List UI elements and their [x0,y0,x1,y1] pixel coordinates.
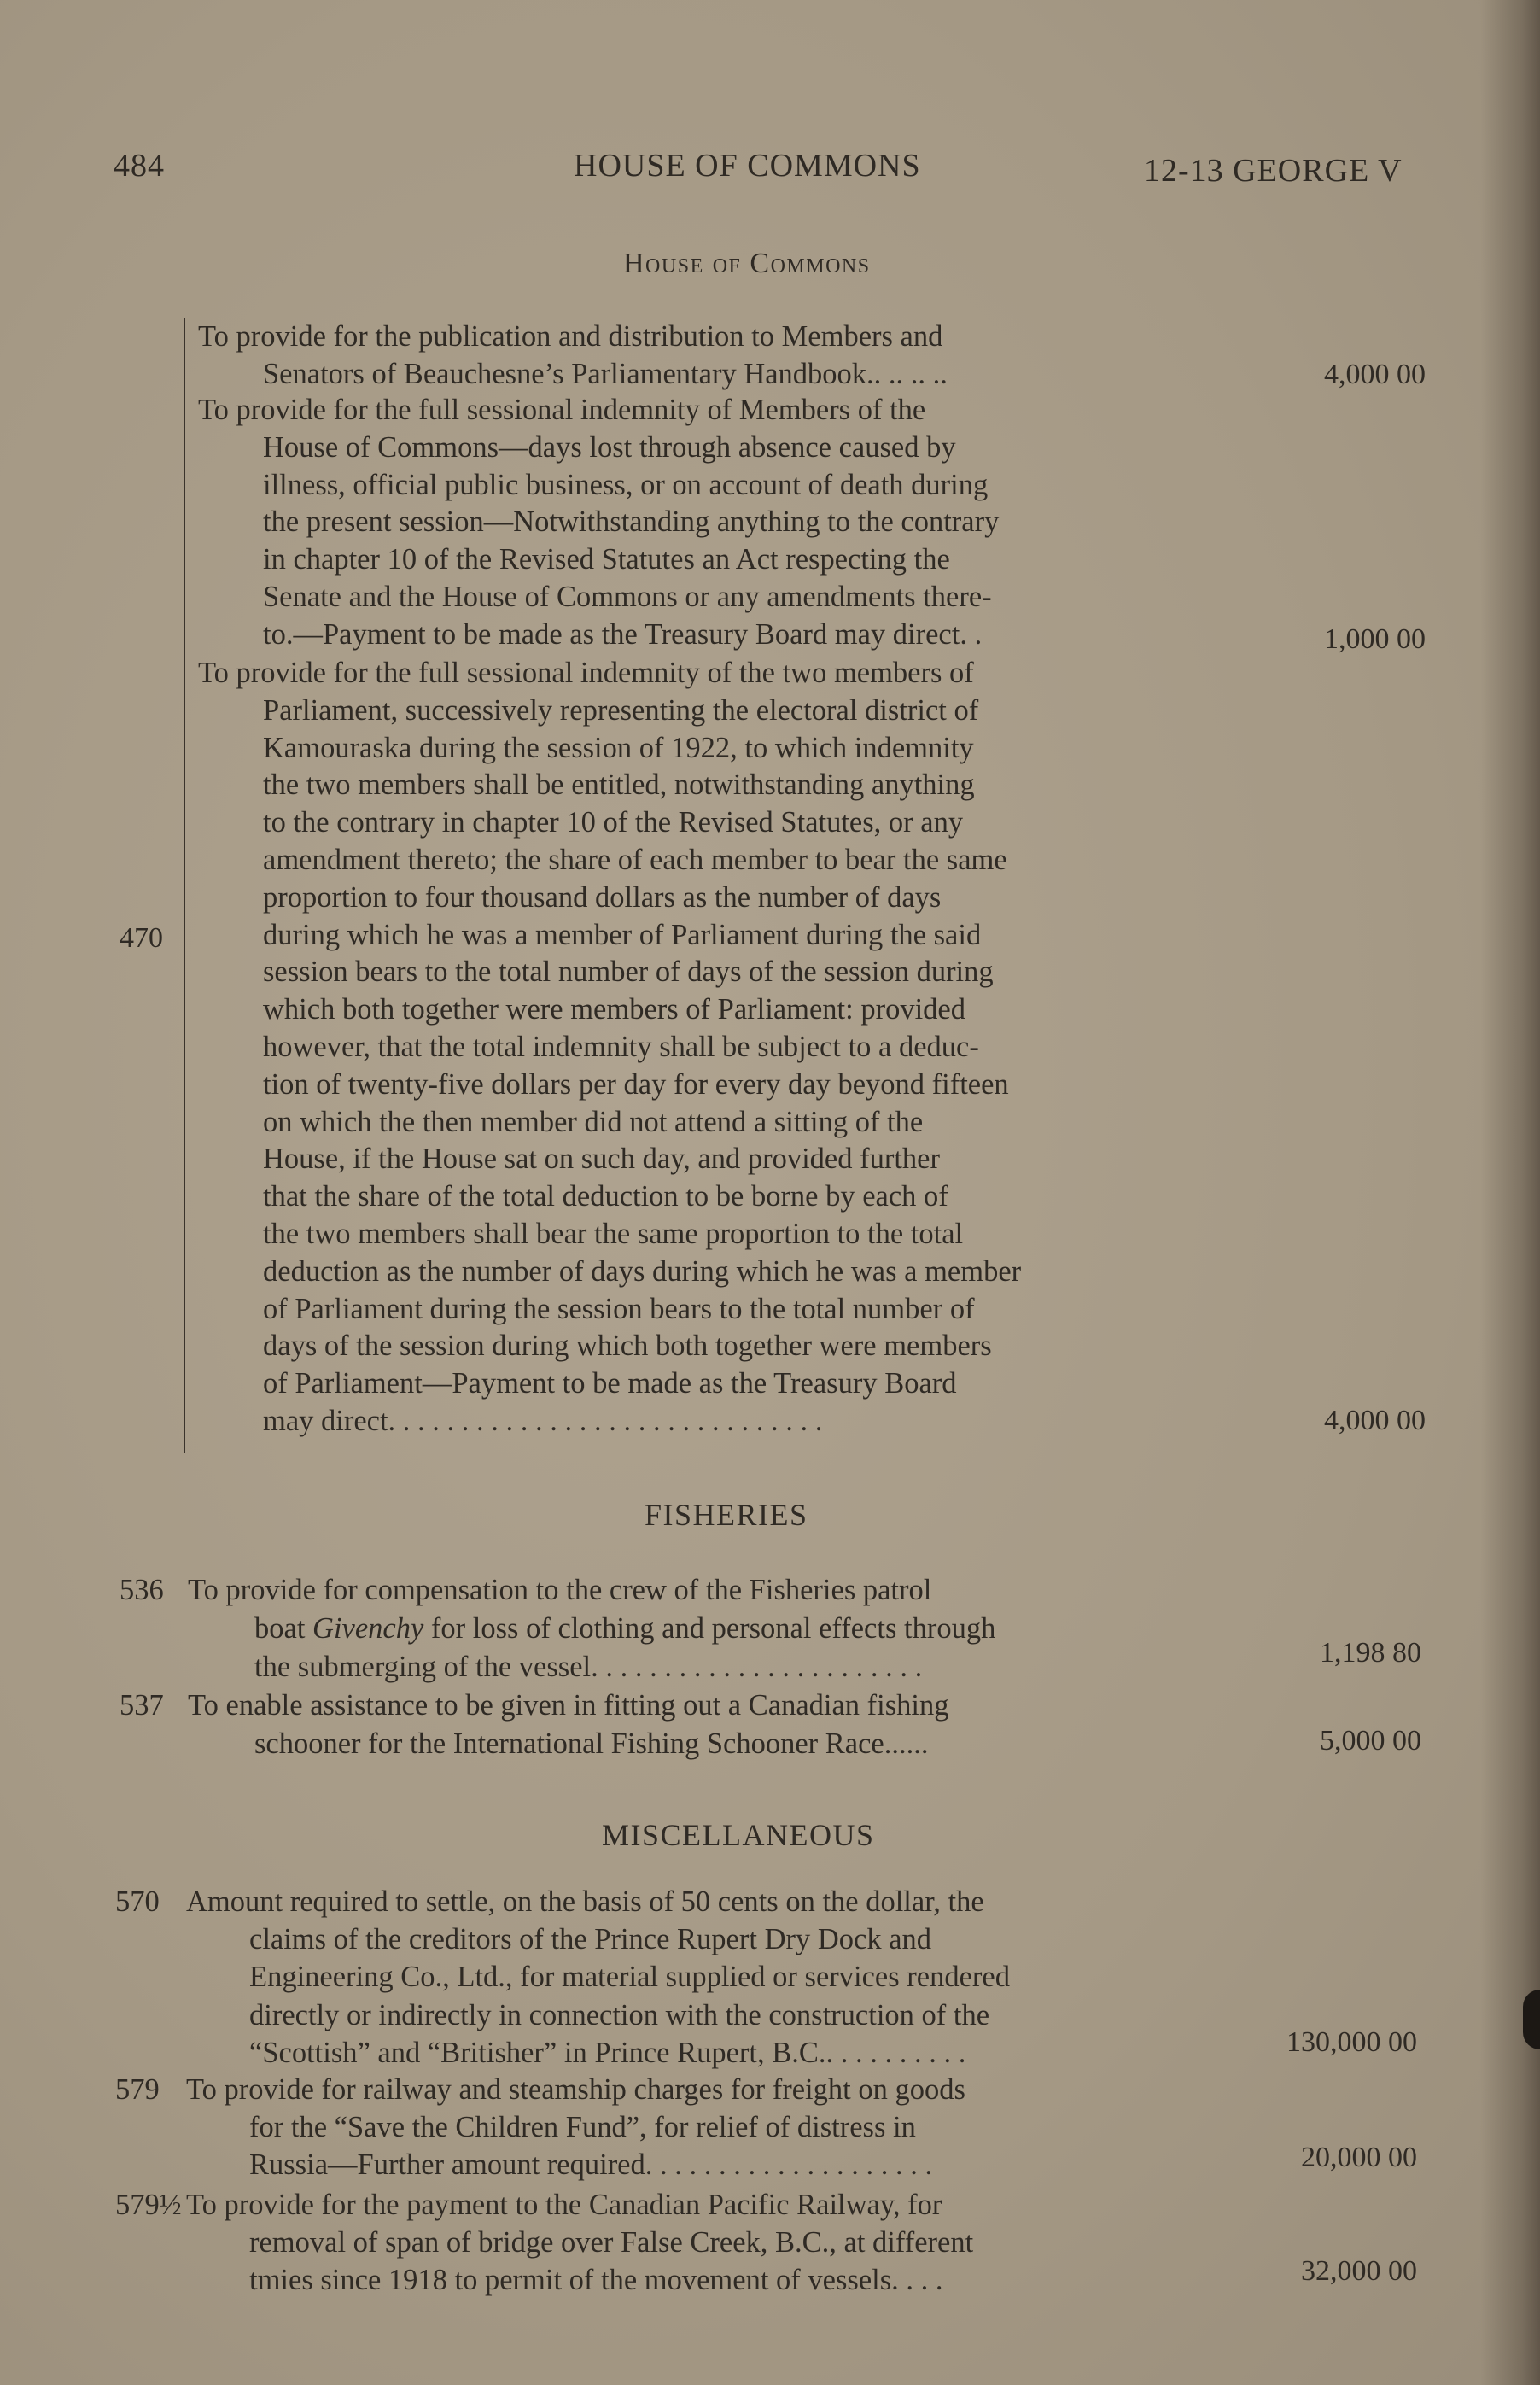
running-title: HOUSE OF COMMONS [574,148,921,184]
session-label: 12-13 GEORGE V [1144,153,1403,189]
item-text-line: Engineering Co., Ltd., for material supplied or services rendered [249,1961,1010,1994]
item-text-line: of Parliament—Payment to be made as the Treasury Board [263,1367,957,1400]
item-text-line: To provide for compensation to the crew of the Fisheries patrol [188,1574,932,1606]
item-text-line: deduction as the number of days during which he was a member [263,1254,1022,1288]
section-title-house: House of Commons [623,248,871,279]
item-text-line: tmies since 1918 to permit of the movement of vessels. . . . [249,2264,943,2297]
item-number: 579½ [115,2189,182,2221]
vote-number-470: 470 [120,922,163,954]
item-text-line: during which he was a member of Parliament during the said [263,918,982,951]
item-amount: 130,000 00 [1286,2026,1417,2058]
item-text-line: the present session—Notwithstanding anything to the contrary [263,506,1000,539]
item-text-line: House of Commons—days lost through absence caused by [263,430,956,464]
item-amount: 5,000 00 [1320,1725,1421,1757]
item-text-line: Parliament, successively representing the electoral district of [263,693,979,727]
item-text-line: to the contrary in chapter 10 of the Revised Statutes, or any [263,806,964,839]
item-text-line: removal of span of bridge over False Creek, B.C., at different [249,2226,974,2259]
item-amount: 1,198 80 [1320,1637,1421,1669]
item-text-line: To provide for the publication and distribution to Members and [198,320,943,353]
item-amount: 32,000 00 [1301,2255,1417,2287]
section-title-miscellaneous: MISCELLANEOUS [602,1818,875,1852]
item-amount: 20,000 00 [1301,2142,1417,2173]
item-text-line: To provide for the full sessional indemnity of Members of the [198,394,926,426]
item-text-line: Amount required to settle, on the basis of 50 cents on the dollar, the [186,1885,984,1918]
item-text-line: for the “Save the Children Fund”, for relief of distress in [249,2111,916,2144]
item-text-line: of Parliament during the session bears to the total number of [263,1292,975,1325]
binding-clip [1523,1990,1540,2049]
item-text-line: the submerging of the vessel. . . . . . . . . . . . . . . . . . . . . . . [254,1651,923,1683]
item-text-line: days of the session during which both together were members [263,1330,992,1363]
item-text-line: amendment thereto; the share of each member to bear the same [263,844,1007,876]
item-text-line: claims of the creditors of the Prince Rupert Dry Dock and [249,1923,932,1956]
item-text-line: Russia—Further amount required. . . . . . . . . . . . . . . . . . . . [249,2148,933,2182]
item-text-line: session bears to the total number of days of the session during [263,956,994,989]
item-amount: 1,000 00 [1324,623,1426,655]
item-amount: 4,000 00 [1324,1405,1426,1436]
item-text-line: to.—Payment to be made as the Treasury Board may direct. . [263,617,983,651]
item-text-line: that the share of the total deduction to be borne by each of [263,1180,948,1213]
text-run: boat [254,1612,313,1645]
item-number: 537 [120,1689,164,1722]
vessel-name: Givenchy [312,1612,424,1645]
item-number: 579 [115,2073,160,2106]
item-text-line: To enable assistance to be given in fitting out a Canadian fishing [188,1689,949,1722]
item-text-line: may direct. . . . . . . . . . . . . . . . . . . . . . . . . . . . . . [263,1405,823,1437]
item-text-line: directly or indirectly in connection with the construction of the [249,1998,990,2031]
item-text-line: To provide for the full sessional indemnity of the two members of [198,657,974,689]
item-text-line: illness, official public business, or on account of death during [263,468,989,501]
item-text-line: Senate and the House of Commons or any amendments there- [263,581,992,613]
section-title-fisheries: FISHERIES [645,1498,808,1532]
item-text-line: which both together were members of Parliament: provided [263,993,965,1026]
item-text-line: however, that the total indemnity shall be subject to a deduc- [263,1031,979,1063]
item-amount: 4,000 00 [1324,359,1426,390]
item-text-line: Kamouraska during the session of 1922, to which indemnity [263,731,974,764]
item-text-line: the two members shall bear the same proportion to the total [263,1218,964,1250]
text-run: for loss of clothing and personal effects through [423,1612,996,1645]
item-text-line: To provide for railway and steamship charges for freight on goods [186,2073,965,2106]
item-text-line: To provide for the payment to the Canadian Pacific Railway, for [186,2189,942,2221]
item-number: 570 [115,1885,160,1918]
item-text-line: “Scottish” and “Britisher” in Prince Rupert, B.C.. . . . . . . . . . [249,2036,966,2069]
item-text-line: on which the then member did not attend a sitting of the [263,1105,924,1138]
page-number: 484 [114,148,165,184]
item-number: 536 [120,1574,164,1606]
item-text-line [254,1610,995,1647]
item-text-line: House, if the House sat on such day, and provided further [263,1143,940,1176]
vote-brace [184,318,185,1453]
item-text-line: proportion to four thousand dollars as the number of days [263,880,942,914]
item-text-line: tion of twenty-five dollars per day for every day beyond fifteen [263,1067,1009,1101]
item-text-line: the two members shall be entitled, notwithstanding anything [263,769,975,802]
item-text-line: in chapter 10 of the Revised Statutes an Act respecting the [263,543,950,576]
item-text-line: Senators of Beauchesne’s Parliamentary Handbook.. .. .. .. [263,357,948,390]
item-text-line: schooner for the International Fishing Schooner Race...... [254,1727,929,1760]
